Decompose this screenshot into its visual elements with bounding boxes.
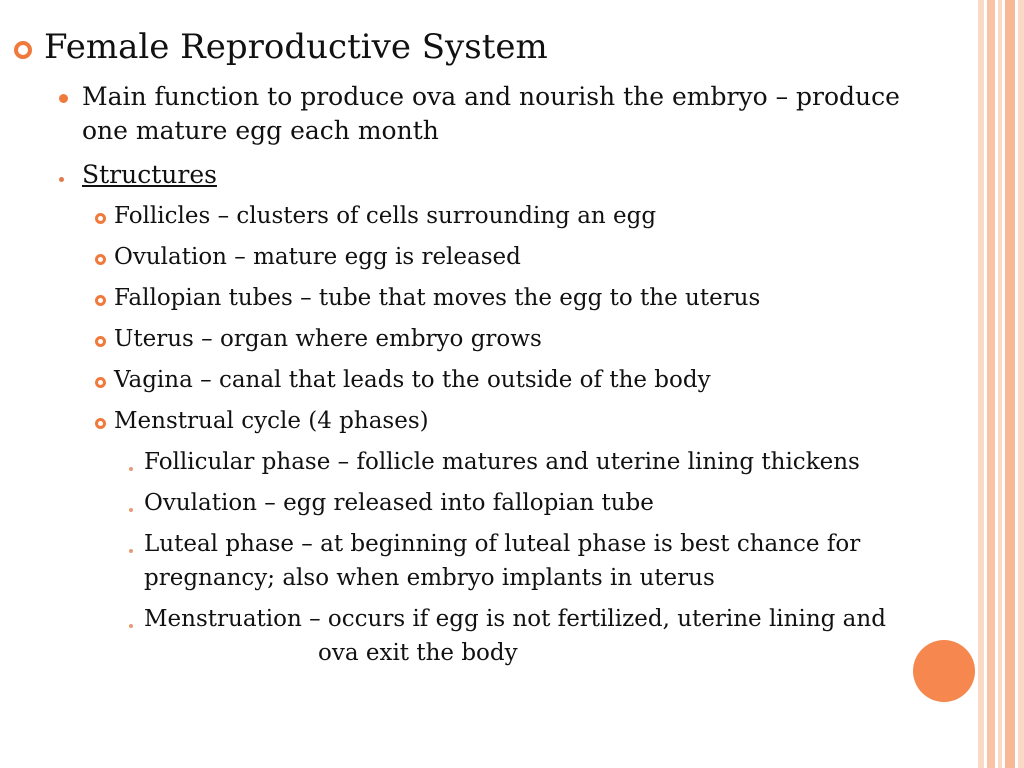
structure-uterus: Uterus – organ where embryo grows <box>114 326 542 352</box>
main-function-bullet-icon <box>59 94 68 103</box>
decorative-stripes <box>978 0 1024 768</box>
structure-bullet-icon <box>95 377 106 388</box>
slide-title: Female Reproductive System <box>44 27 548 67</box>
structure-fallopian-tubes: Fallopian tubes – tube that moves the egg to the uterus <box>114 285 761 311</box>
structure-bullet-icon <box>95 213 106 224</box>
structures-bullet-icon <box>59 177 64 182</box>
structure-menstrual-cycle: Menstrual cycle (4 phases) <box>114 408 429 434</box>
structure-ovulation: Ovulation – mature egg is released <box>114 244 521 270</box>
title-bullet-icon <box>14 41 32 59</box>
structure-bullet-icon <box>95 336 106 347</box>
phase-follicular: Follicular phase – follicle matures and uterine lining thickens <box>144 449 860 475</box>
phase-bullet-icon <box>129 549 133 553</box>
phase-bullet-icon <box>129 467 133 471</box>
phase-bullet-icon <box>129 508 133 512</box>
phase-luteal-line2: pregnancy; also when embryo implants in uterus <box>144 565 715 591</box>
structure-follicles: Follicles – clusters of cells surrounding an egg <box>114 203 657 229</box>
phase-luteal-line1: Luteal phase – at beginning of luteal phase is best chance for <box>144 531 861 557</box>
structure-bullet-icon <box>95 418 106 429</box>
main-function-text-line1: Main function to produce ova and nourish the embryo – produce <box>82 82 900 111</box>
phase-bullet-icon <box>129 624 133 628</box>
structure-bullet-icon <box>95 254 106 265</box>
phase-ovulation: Ovulation – egg released into fallopian tube <box>144 490 654 516</box>
phase-menstruation-line1: Menstruation – occurs if egg is not fertilized, uterine lining and <box>144 606 886 632</box>
phase-menstruation-line2: ova exit the body <box>318 640 518 666</box>
main-function-text-line2: one mature egg each month <box>82 116 439 145</box>
structure-vagina: Vagina – canal that leads to the outside of the body <box>114 367 711 393</box>
structure-bullet-icon <box>95 295 106 306</box>
structures-heading: Structures <box>82 160 217 189</box>
